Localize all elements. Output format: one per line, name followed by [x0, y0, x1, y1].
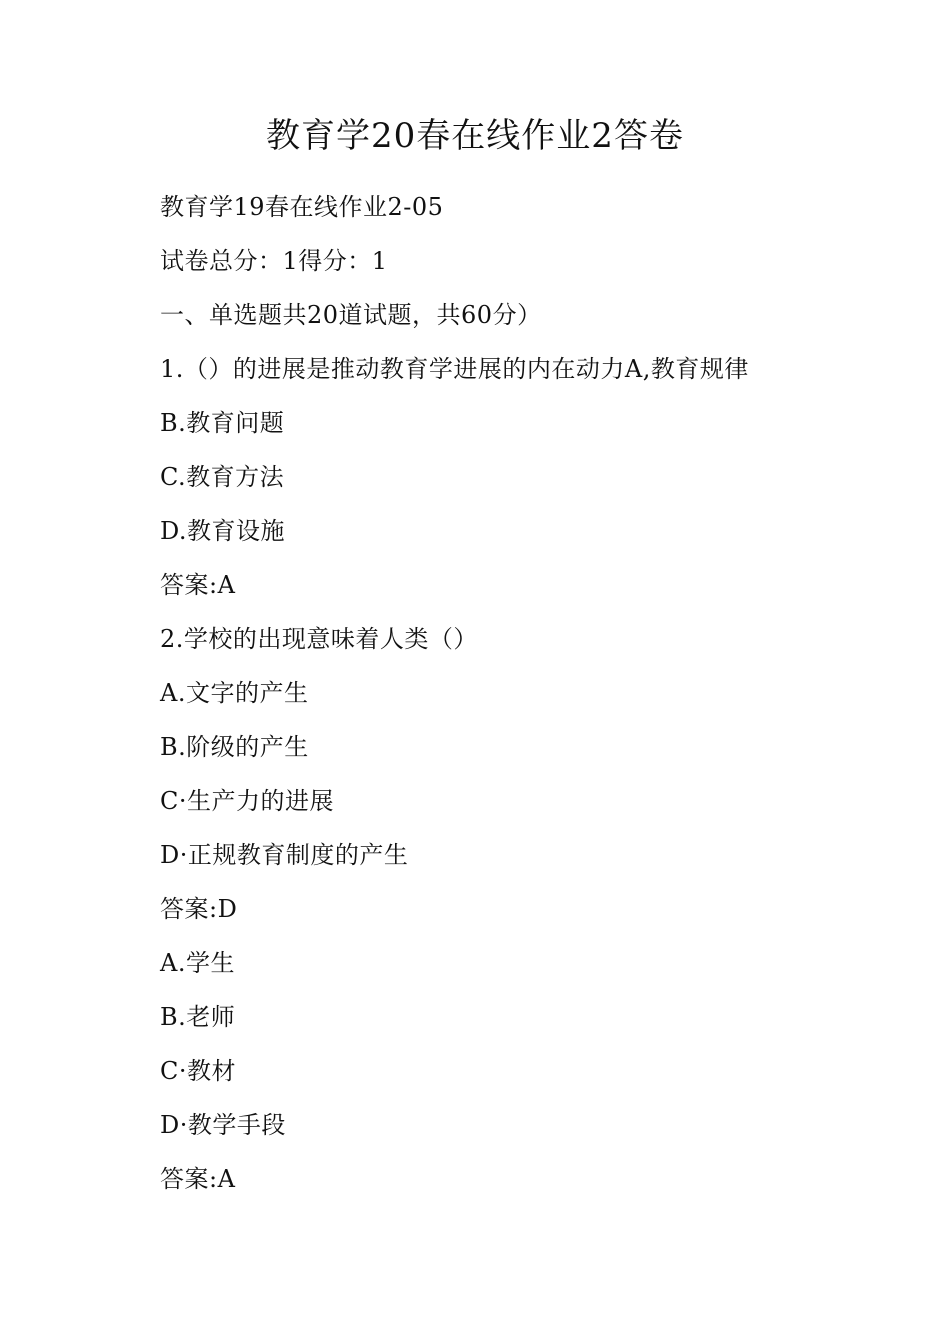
- question-2-option-d: D·正规教育制度的产生: [160, 841, 409, 869]
- question-1-option-c: C.教育方法: [160, 463, 285, 491]
- question-2-stem: 2.学校的出现意味着人类（）: [160, 625, 478, 653]
- question-2-option-b: B.阶级的产生: [160, 733, 309, 761]
- section-heading: 一、单选题共20道试题，共60分）: [160, 301, 542, 329]
- question-1-stem: 1.（）的进展是推动教育学进展的内在动力A,教育规律: [160, 355, 749, 383]
- question-3-option-a: A.学生: [160, 949, 235, 977]
- question-1-option-b: B.教育问题: [160, 409, 285, 437]
- document-title: 教育学20春在线作业2答卷: [266, 116, 684, 156]
- question-2-option-c: C·生产力的进展: [160, 787, 334, 815]
- question-3-option-d: D·教学手段: [160, 1111, 286, 1139]
- question-3-answer: 答案:A: [160, 1165, 236, 1193]
- score-line: 试卷总分：1得分：1: [160, 247, 388, 275]
- question-3-option-c: C·教材: [160, 1057, 236, 1085]
- document-subtitle: 教育学19春在线作业2-05: [160, 193, 444, 221]
- document-body: [160, 180, 920, 1206]
- question-2-answer: 答案:D: [160, 895, 238, 923]
- question-1-answer: 答案:A: [160, 571, 236, 599]
- question-1-option-d: D.教育设施: [160, 517, 286, 545]
- question-3-option-b: B.老师: [160, 1003, 236, 1031]
- question-2-option-a: A.文字的产生: [160, 679, 309, 707]
